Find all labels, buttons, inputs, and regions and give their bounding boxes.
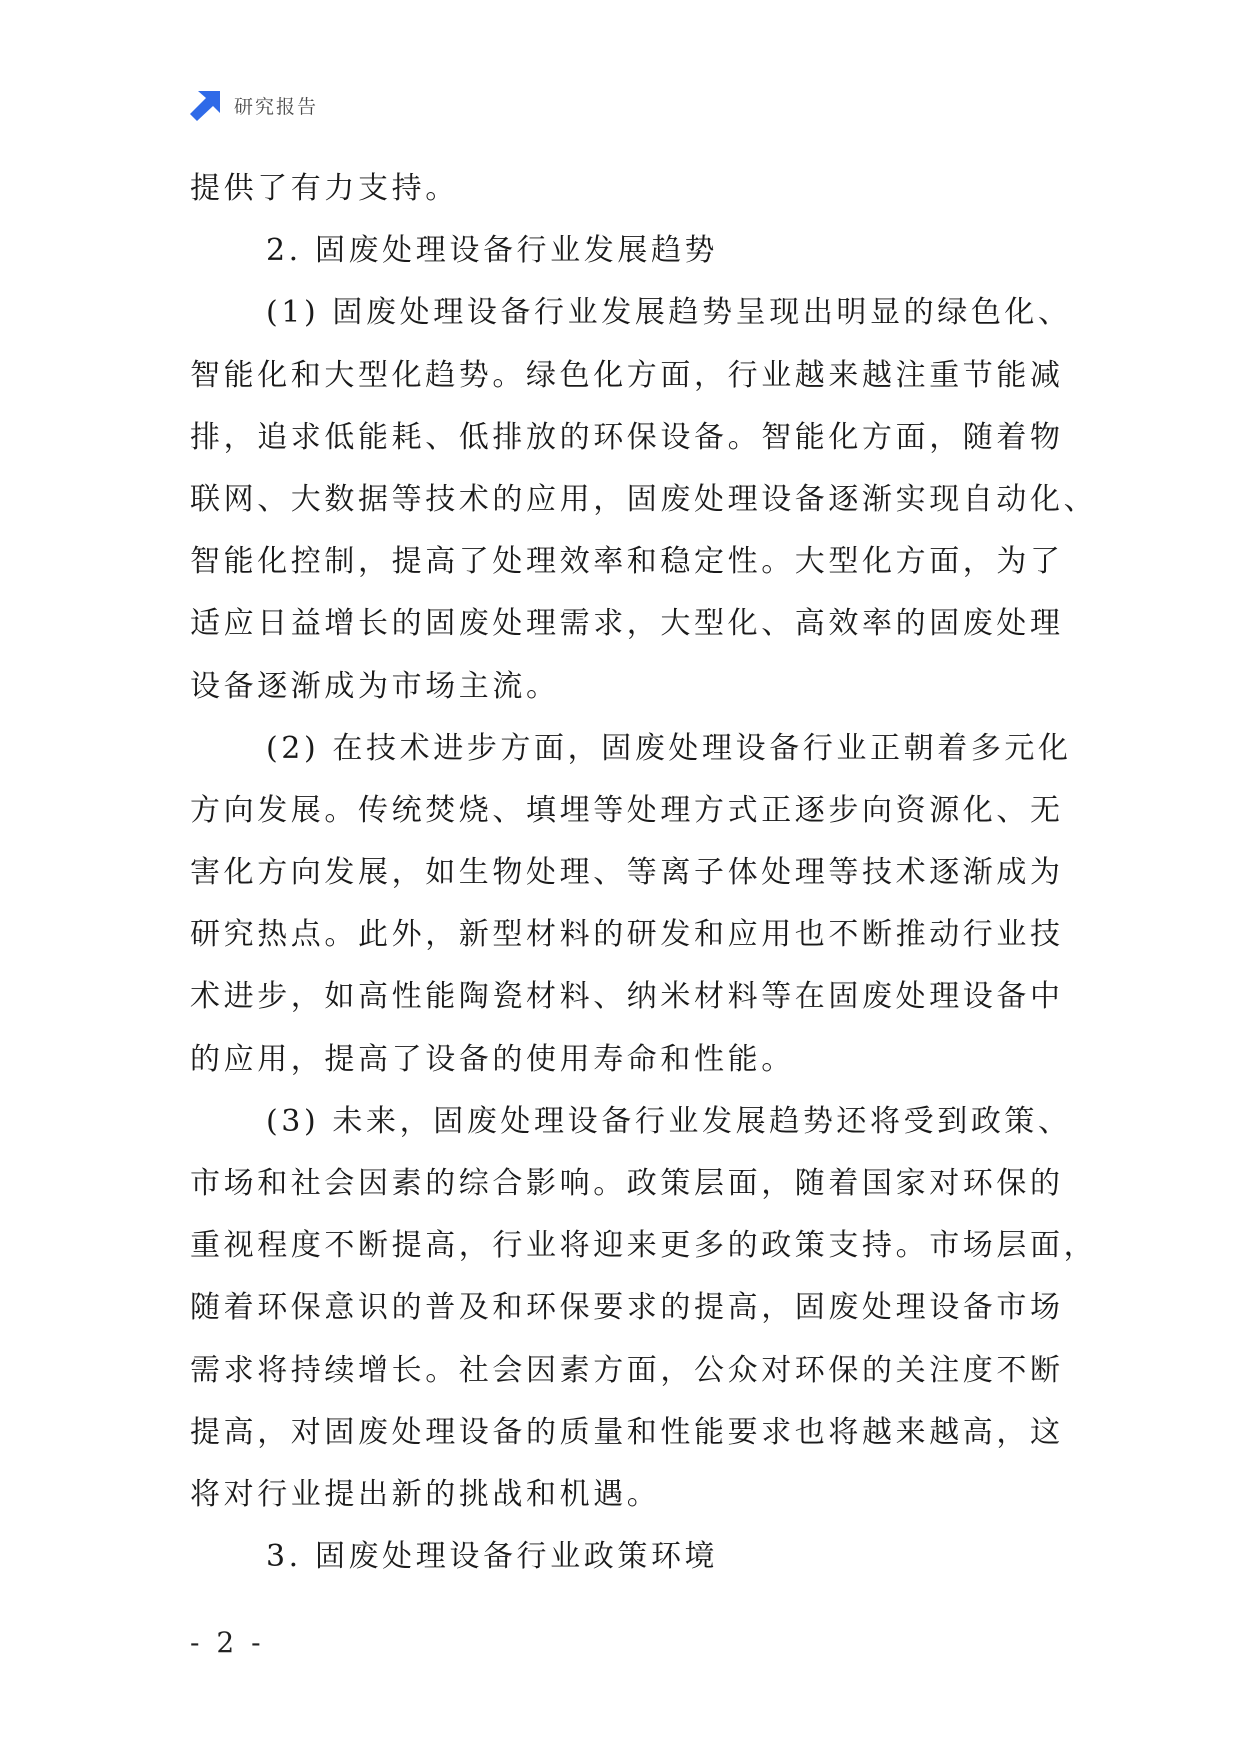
body-text-line: 设备逐渐成为市场主流。: [190, 668, 560, 704]
section-heading: 3. 固废处理设备行业政策环境: [266, 1539, 719, 1575]
body-text-line: 智能化控制，提高了处理效率和稳定性。大型化方面，为了: [190, 544, 1064, 580]
page-number: - 2 -: [190, 1626, 265, 1659]
body-text-line: 术进步，如高性能陶瓷材料、纳米材料等在固废处理设备中: [190, 979, 1064, 1015]
body-text-line: 提供了有力支持。: [190, 171, 459, 206]
body-text-line: 的应用，提高了设备的使用寿命和性能。: [190, 1041, 795, 1077]
report-header: [190, 88, 318, 122]
body-text-line: 联网、大数据等技术的应用，固废处理设备逐渐实现自动化、: [190, 481, 1098, 517]
body-text-line: (2) 在技术进步方面，固废处理设备行业正朝着多元化: [266, 730, 1072, 766]
body-text-line: 将对行业提出新的挑战和机遇。: [190, 1476, 661, 1512]
body-text-line: 方向发展。传统焚烧、填埋等处理方式正逐步向资源化、无: [190, 792, 1064, 828]
body-text-line: (3) 未来，固废处理设备行业发展趋势还将受到政策、: [266, 1103, 1072, 1139]
header-title: 研究报告: [234, 95, 319, 118]
body-text-line: 重视程度不断提高，行业将迎来更多的政策支持。市场层面，: [190, 1228, 1098, 1264]
body-text-line: 适应日益增长的固废处理需求，大型化、高效率的固废处理: [190, 606, 1064, 642]
body-text-line: 随着环保意识的普及和环保要求的提高，固废处理设备市场: [190, 1290, 1064, 1326]
body-text-line: 智能化和大型化趋势。绿色化方面，行业越来越注重节能减: [190, 357, 1064, 393]
document-body: [190, 158, 1098, 1588]
arrow-up-right-logo-icon: [190, 89, 222, 121]
section-heading: 2. 固废处理设备行业发展趋势: [266, 233, 719, 269]
body-text-line: (1) 固废处理设备行业发展趋势呈现出明显的绿色化、: [266, 295, 1072, 331]
body-text-line: 提高，对固废处理设备的质量和性能要求也将越来越高，这: [190, 1414, 1064, 1450]
body-text-line: 害化方向发展，如生物处理、等离子体处理等技术逐渐成为: [190, 855, 1064, 891]
body-text-line: 排，追求低能耗、低排放的环保设备。智能化方面，随着物: [190, 419, 1064, 455]
body-text-line: 需求将持续增长。社会因素方面，公众对环保的关注度不断: [190, 1352, 1064, 1388]
body-text-line: 市场和社会因素的综合影响。政策层面，随着国家对环保的: [190, 1166, 1064, 1201]
body-text-line: 研究热点。此外，新型材料的研发和应用也不断推动行业技: [190, 917, 1064, 953]
